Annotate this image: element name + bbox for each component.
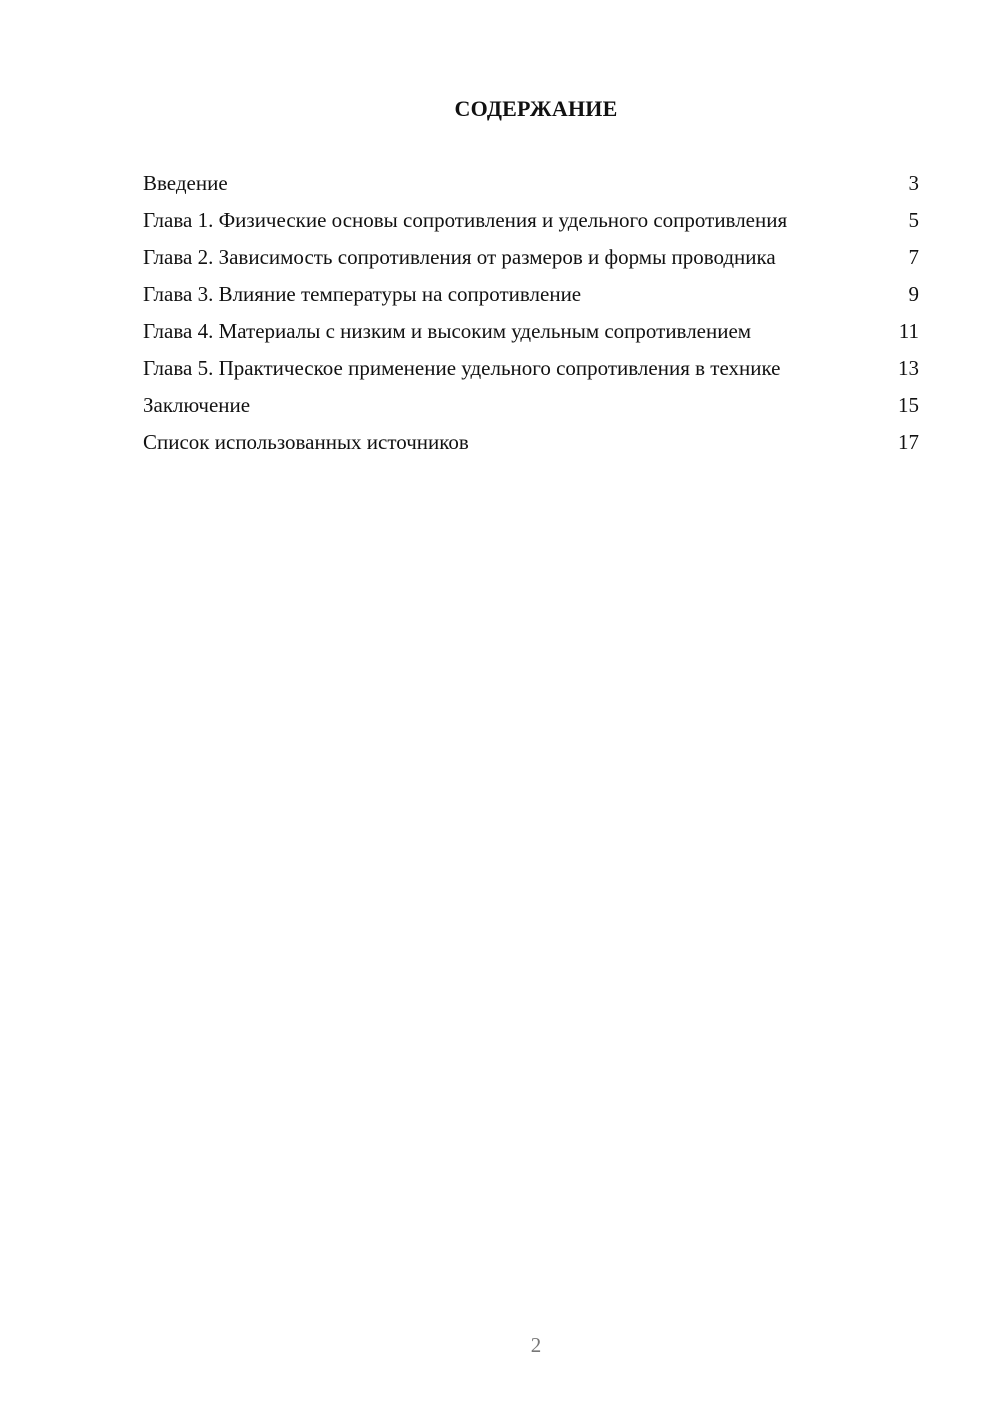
toc-entry-text: Список использованных источников: [143, 430, 469, 454]
toc-entry-text: Глава 1. Физические основы сопротивления и удельного сопротивления: [143, 208, 788, 232]
toc-entry-chapter-4: [143, 318, 919, 344]
toc-entry-page: 3: [908, 171, 919, 195]
toc-entry-text: Глава 5. Практическое применение удельного сопротивления в технике: [143, 356, 781, 380]
toc-entry-page: 15: [898, 393, 919, 417]
toc-entry-page: 7: [908, 245, 919, 269]
toc-entry-page: 11: [898, 319, 919, 343]
page-number: 2: [530, 1333, 542, 1357]
toc-entry-page: 9: [908, 282, 919, 306]
toc-entry-page: 13: [898, 356, 919, 380]
toc-title: СОДЕРЖАНИЕ: [454, 96, 618, 121]
toc-entry-page: 5: [908, 208, 919, 232]
toc-entry-text: Введение: [143, 171, 228, 195]
toc-entry-text: Заключение: [143, 393, 251, 417]
toc-entry-chapter-3: [143, 281, 919, 307]
toc-entry-text: Глава 3. Влияние температуры на сопротивление: [143, 282, 582, 306]
toc-entry-page: 17: [898, 430, 919, 454]
toc-entry-chapter-2: [143, 244, 919, 270]
toc-entry-introduction: [143, 170, 919, 196]
toc-entry-chapter-5: [143, 355, 919, 381]
toc-entry-text: Глава 2. Зависимость сопротивления от размеров и формы проводника: [143, 245, 776, 269]
toc-entry-chapter-1: [143, 207, 919, 233]
toc-entry-conclusion: [143, 392, 919, 418]
toc-entry-text: Глава 4. Материалы с низким и высоким удельным сопротивлением: [143, 319, 752, 343]
toc-entry-references: [143, 429, 919, 455]
table-of-contents: [143, 170, 919, 466]
